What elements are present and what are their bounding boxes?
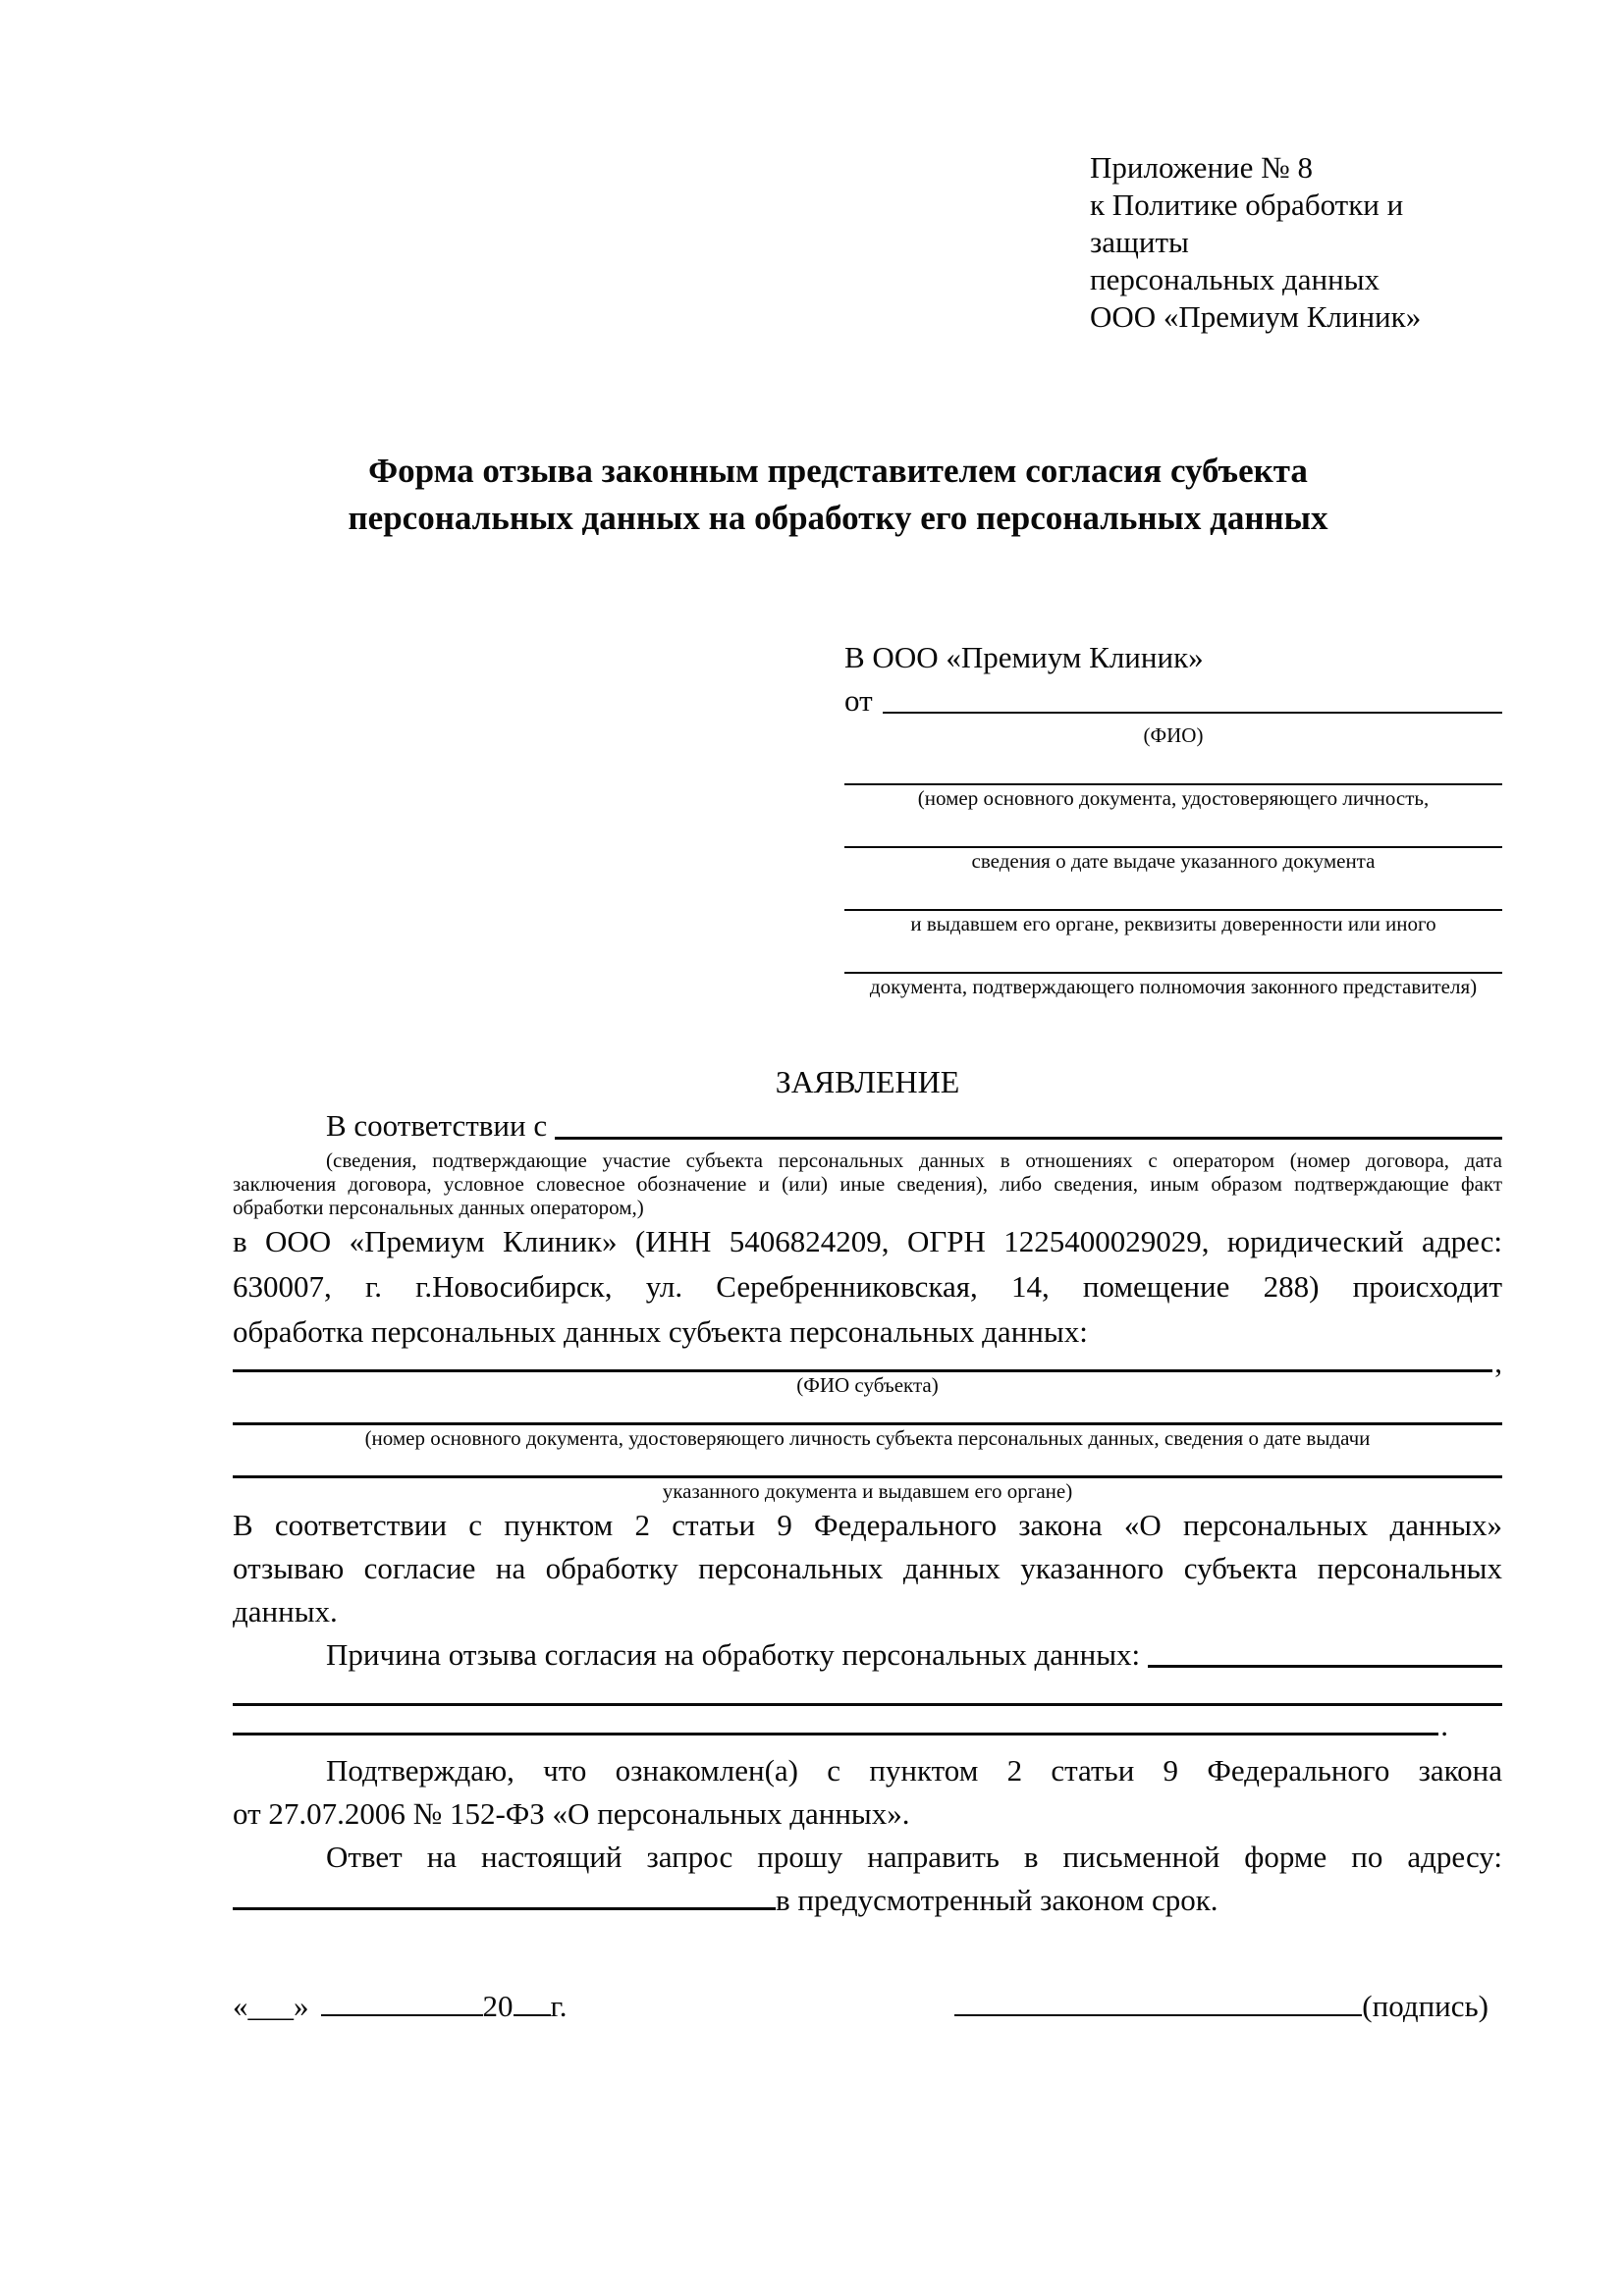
subject-fio-row (233, 1345, 1502, 1379)
note-line-1: (сведения, подтверждающие участие субъекта персональных данных в отношениях с оператором (номер договора, дата (326, 1148, 1502, 1172)
reply-suffix: в предусмотренный законом срок. (776, 1883, 1218, 1917)
document-title (174, 448, 1502, 542)
reason-continuation-row-2 (233, 1706, 1502, 1742)
caption-representative-doc-1: (номер основного документа, удостоверяющего личность, (917, 786, 1430, 810)
appendix-line-1: Приложение № 8 (1090, 150, 1313, 185)
reason-row (233, 1633, 1502, 1677)
operator-line-1: в ООО «Премиум Клиник» (ИНН 5406824209, ОГРН 1225400029029, юридический адрес: (233, 1224, 1502, 1258)
reason-continuation-row-1 (233, 1677, 1502, 1706)
caption-representative-doc-4: документа, подтверждающего полномочия законного представителя) (869, 975, 1478, 998)
withdraw-line-2: отзываю согласие на обработку персональных данных указанного субъекта персональных (233, 1551, 1502, 1585)
date-day-quotes: «___» (233, 1989, 309, 2023)
subject-doc-row-1 (233, 1398, 1502, 1425)
representative-doc-blank-line-1 (844, 748, 1502, 785)
subject-fio-suffix: , (1494, 1345, 1502, 1379)
date-month-blank-line (321, 2014, 483, 2016)
reply-line-2 (233, 1879, 1502, 1922)
from-fio-blank-line (883, 679, 1502, 714)
paragraph-indent (233, 1633, 326, 1677)
intro-blank-line (555, 1103, 1502, 1140)
representative-doc-blank-line-2 (844, 811, 1502, 848)
reason-blank-line-1 (1148, 1633, 1502, 1668)
paragraph-indent (233, 1103, 326, 1148)
signature-line (954, 1985, 1489, 2028)
reply-paragraph (233, 1836, 1502, 1922)
addressee-from-row (844, 679, 1502, 722)
intro-prefix: В соответствии с (326, 1108, 548, 1143)
confirm-paragraph (233, 1749, 1502, 1836)
date-year-prefix: 20 (482, 1989, 514, 2023)
caption-fio: (ФИО) (1143, 723, 1204, 747)
caption-subject-doc-2: указанного документа и выдавшем его органе) (662, 1479, 1073, 1503)
note-line-2: заключения договора, условное словесное обозначение и (или) иные сведения), либо сведения, иным образом подтверждающие факт (233, 1172, 1502, 1196)
addressee-block (844, 636, 1502, 999)
date-year-suffix: г. (550, 1989, 568, 2023)
date-year-blank-line (514, 2014, 551, 2016)
reply-line-1: Ответ на настоящий запрос прошу направить в письменной форме по адресу: (326, 1840, 1502, 1874)
appendix-line-3: персональных данных (1090, 262, 1380, 296)
caption-subject-doc-1: (номер основного документа, удостоверяющего личность субъекта персональных данных, сведения о дате выдачи (364, 1426, 1371, 1450)
operator-line-3: обработка персональных данных субъекта персональных данных: (233, 1314, 1088, 1349)
caption-subject-fio: (ФИО субъекта) (796, 1373, 939, 1397)
reason-prefix: Причина отзыва согласия на обработку персональных данных: (326, 1637, 1141, 1672)
addressee-organization: В ООО «Премиум Клиник» (844, 640, 1204, 674)
from-label: от (844, 683, 873, 718)
appendix-block (1090, 149, 1502, 336)
reason-blank-line-2 (233, 1703, 1502, 1706)
reply-address-blank-line (233, 1907, 776, 1910)
reason-blank-line-3 (233, 1733, 1438, 1735)
document-title-line-1: Форма отзыва законным представителем согласия субъекта (368, 452, 1308, 490)
intro-row (233, 1103, 1502, 1148)
document-title-line-2: персональных данных на обработку его персональных данных (348, 499, 1328, 537)
operator-paragraph (233, 1219, 1502, 1355)
appendix-line-4: ООО «Премиум Клиник» (1090, 299, 1422, 334)
appendix-line-2: к Политике обработки и защиты (1090, 187, 1404, 259)
withdraw-paragraph (233, 1504, 1502, 1633)
footer-row (233, 1985, 1502, 2028)
confirm-line-1: Подтверждаю, что ознакомлен(а) с пунктом 2 статьи 9 Федерального закона (326, 1753, 1502, 1788)
signature-blank-line (954, 2014, 1362, 2016)
subject-doc-row-2 (233, 1451, 1502, 1478)
signature-caption: (подпись) (1362, 1989, 1489, 2023)
operator-line-2: 630007, г. г.Новосибирск, ул. Серебренниковская, 14, помещение 288) происходит (233, 1269, 1502, 1304)
reason-line-suffix: . (1440, 1708, 1448, 1742)
confirm-line-2: от 27.07.2006 № 152-ФЗ «О персональных данных». (233, 1796, 910, 1831)
caption-representative-doc-2: сведения о дате выдаче указанного документа (971, 849, 1376, 873)
caption-representative-doc-3: и выдавшем его органе, реквизиты доверенности или иного (910, 912, 1436, 935)
note-line-3: обработки персональных данных оператором,) (233, 1196, 644, 1219)
withdraw-line-1: В соответствии с пунктом 2 статьи 9 Федерального закона «О персональных данных» (233, 1508, 1502, 1542)
date-line (233, 1985, 567, 2028)
representative-doc-blank-line-4 (844, 936, 1502, 974)
representative-doc-blank-line-3 (844, 874, 1502, 911)
explanatory-note (233, 1148, 1502, 1219)
withdraw-line-3: данных. (233, 1594, 338, 1629)
statement-heading: ЗАЯВЛЕНИЕ (775, 1064, 960, 1099)
